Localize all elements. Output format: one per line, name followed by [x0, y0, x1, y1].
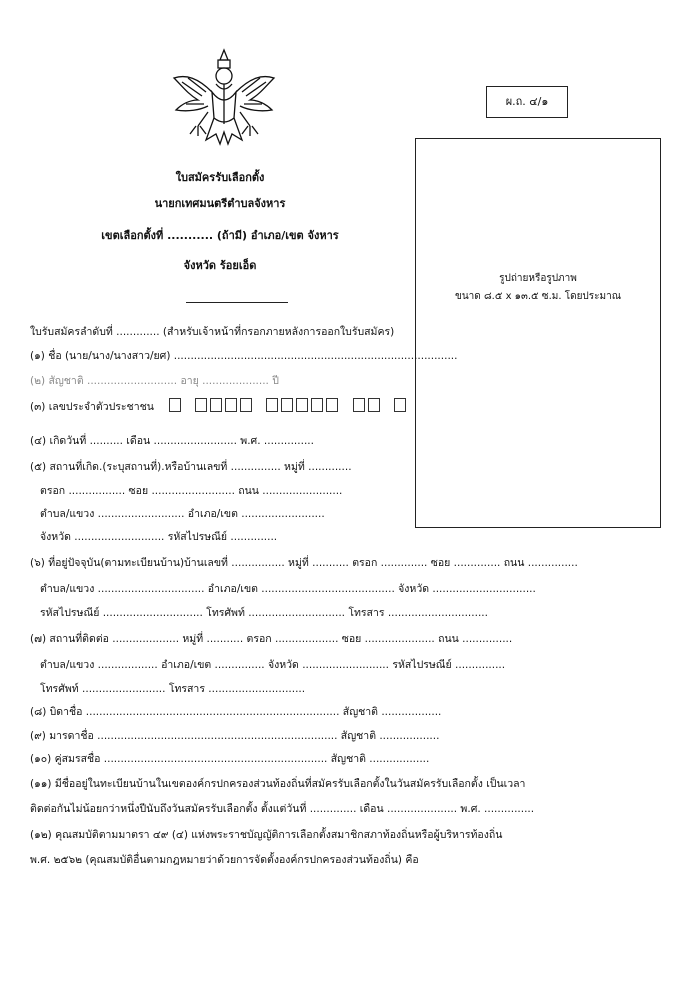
birthplace-field[interactable]: (๕) สถานที่เกิด.(ระบุสถานที่).หรือบ้านเลขที่ ............... หมู่ที่ ............. — [30, 461, 352, 473]
form-province: จังหวัด ร้อยเอ็ด — [183, 259, 257, 272]
header-divider — [186, 302, 288, 303]
id-digit-box[interactable] — [210, 398, 222, 412]
qualification-text-continued: พ.ศ. ๒๕๖๒ (คุณสมบัติอื่นตามกฎหมายว่าด้วยการจัดตั้งองค์กรปกครองส่วนท้องถิ่น) คือ — [30, 854, 419, 866]
father-name-field[interactable]: (๘) บิดาชื่อ ............................................................................ สัญชาติ .................. — [30, 706, 442, 718]
nationality-age-field[interactable]: (๒) สัญชาติ ........................... อายุ .................... ปี — [30, 375, 279, 387]
form-code: ผ.ถ. ๔/๑ — [505, 95, 549, 108]
id-digit-box[interactable] — [311, 398, 323, 412]
residence-since-field[interactable]: ติดต่อกันไม่น้อยกว่าหนึ่งปีนับถึงวันสมัครรับเลือกตั้ง ตั้งแต่วันที่ .............. เดือน ..................... พ.ศ. ............... — [30, 803, 535, 815]
contact-address-field[interactable]: (๗) สถานที่ติดต่อ .................... หมู่ที่ ........... ตรอก ................... ซอย ..................... ถนน ............... — [30, 633, 513, 645]
photo-box-label: รูปถ่ายหรือรูปภาพ — [499, 273, 577, 284]
id-digit-box[interactable] — [225, 398, 237, 412]
citizen-id-label: (๓) เลขประจำตัวประชาชน — [30, 401, 154, 413]
garuda-emblem-icon — [168, 48, 280, 150]
citizen-id-field[interactable] — [30, 398, 409, 415]
form-position: นายกเทศมนตรีตำบลจังหาร — [154, 197, 286, 210]
spouse-name-field[interactable]: (๑๐) คู่สมรสชื่อ ................................................................... สัญชาติ .................. — [30, 753, 430, 765]
id-digit-box[interactable] — [394, 398, 406, 412]
application-number-field[interactable]: ใบรับสมัครลำดับที่ ............. (สำหรับเจ้าหน้าที่กรอกภายหลังการออกใบรับสมัคร) — [30, 326, 395, 338]
id-digit-box[interactable] — [195, 398, 207, 412]
birthplace-street-field[interactable]: ตรอก ................. ซอย ......................... ถนน ........................ — [40, 485, 343, 497]
id-digit-box[interactable] — [296, 398, 308, 412]
qualification-text: (๑๒) คุณสมบัติตามมาตรา ๔๙ (๔) แห่งพระราชบัญญัติการเลือกตั้งสมาชิกสภาท้องถิ่นหรือผู้บริหารท้องถิ่น — [30, 829, 503, 841]
form-code-box — [486, 86, 568, 118]
birth-date-field[interactable]: (๔) เกิดวันที่ .......... เดือน ......................... พ.ศ. ............... — [30, 435, 314, 447]
current-address-contact-field[interactable]: รหัสไปรษณีย์ .............................. โทรศัพท์ ............................. โทรสาร .............................. — [40, 607, 488, 619]
id-digit-box[interactable] — [281, 398, 293, 412]
form-title: ใบสมัครรับเลือกตั้ง — [175, 171, 265, 184]
id-digit-box[interactable] — [368, 398, 380, 412]
current-address-district-field[interactable]: ตำบล/แขวง ................................ อำเภอ/เขต ........................................ จังหวัด ............................... — [40, 583, 536, 595]
name-field[interactable]: (๑) ชื่อ (นาย/นาง/นางสาว/ยศ) ..................................................................................... — [30, 350, 458, 362]
photo-box-size: ขนาด ๘.๕ x ๑๓.๕ ซ.ม. โดยประมาณ — [454, 291, 622, 302]
mother-name-field[interactable]: (๙) มารดาชื่อ ........................................................................ สัญชาติ .................. — [30, 730, 440, 742]
birthplace-district-field[interactable]: ตำบล/แขวง .......................... อำเภอ/เขต ......................... — [40, 508, 325, 520]
contact-phone-field[interactable]: โทรศัพท์ ......................... โทรสาร ............................. — [40, 683, 306, 695]
id-digit-box[interactable] — [169, 398, 181, 412]
id-digit-box[interactable] — [240, 398, 252, 412]
form-district: เขตเลือกตั้งที่ ........... (ถ้ามี) อำเภอ/เขต จังหาร — [101, 229, 339, 242]
id-digit-box[interactable] — [266, 398, 278, 412]
id-digit-box[interactable] — [326, 398, 338, 412]
id-digit-box[interactable] — [353, 398, 365, 412]
photo-box — [415, 138, 661, 528]
current-address-field[interactable]: (๖) ที่อยู่ปัจจุบัน(ตามทะเบียนบ้าน)บ้านเลขที่ ................ หมู่ที่ ........... ตรอก .............. ซอย .............. ถนน ............... — [30, 557, 578, 569]
contact-address-district-field[interactable]: ตำบล/แขวง .................. อำเภอ/เขต ............... จังหวัด .......................... รหัสไปรษณีย์ ............... — [40, 659, 506, 671]
birthplace-province-field[interactable]: จังหวัด ........................... รหัสไปรษณีย์ .............. — [40, 531, 278, 543]
residence-requirement-text: (๑๑) มีชื่ออยู่ในทะเบียนบ้านในเขตองค์กรปกครองส่วนท้องถิ่นที่สมัครรับเลือกตั้งในวันสมัครรับเลือกตั้ง เป็นเวลา — [30, 778, 526, 790]
